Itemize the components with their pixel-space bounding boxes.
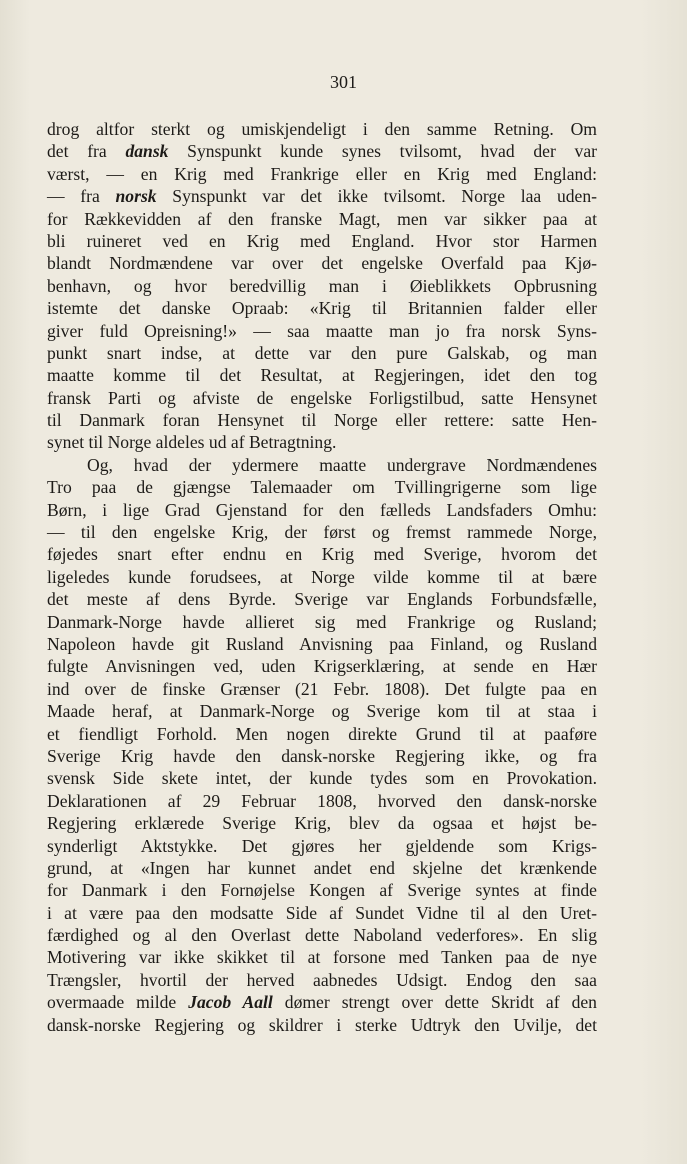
text-line [47, 902, 597, 924]
text-line [47, 476, 597, 498]
text-line [47, 118, 597, 140]
text-segment: — fra [47, 186, 116, 207]
text-segment: dansk-norske Regjering og skildrer i sterke Udtryk den Uvilje, det [47, 1014, 597, 1035]
text-line [47, 991, 597, 1013]
text-line [47, 633, 597, 655]
paragraph [47, 118, 597, 454]
text-line [47, 387, 597, 409]
text-line [47, 521, 597, 543]
text-line [47, 163, 597, 185]
text-line [47, 678, 597, 700]
text-segment: til Danmark foran Hensynet til Norge eller rettere: satte Hen- [47, 410, 597, 431]
text-line [47, 588, 597, 610]
emphasized-word: dansk [125, 141, 169, 162]
text-segment: maatte komme til det Resultat, at Regjeringen, idet den tog [47, 365, 597, 386]
text-line [47, 454, 597, 476]
text-segment: for Rækkevidden af den franske Magt, men var sikker paa at [47, 208, 597, 229]
text-segment: Sverige Krig havde den dansk-norske Regjering ikke, og fra [47, 745, 597, 766]
emphasized-word: norsk [115, 186, 157, 207]
text-segment: færdighed og al den Overlast dette Naboland vederfores». En slig [47, 925, 597, 946]
text-segment: et fiendligt Forhold. Men nogen direkte Grund til at paaføre [47, 723, 597, 744]
text-segment: Motivering var ikke skikket til at forsone med Tanken paa de nye [47, 947, 597, 968]
text-segment: Regjering erklærede Sverige Krig, blev da ogsaa et højst be- [47, 813, 597, 834]
text-segment: fulgte Anvisningen ved, uden Krigserklæring, at sende en Hær [47, 656, 597, 677]
text-segment: fransk Parti og afviste de engelske Forligstilbud, satte Hensynet [47, 387, 597, 408]
text-segment: Deklarationen af 29 Februar 1808, hvorved den dansk-norske [47, 790, 597, 811]
text-line [47, 700, 597, 722]
text-segment: Synspunkt kunde synes tvilsomt, hvad der var [168, 141, 597, 162]
text-segment: i at være paa den modsatte Side af Sundet Vidne til al den Uret- [47, 902, 597, 923]
text-line [47, 812, 597, 834]
text-segment: dømer strengt over dette Skridt af den [272, 992, 597, 1013]
text-line [47, 835, 597, 857]
text-segment: værst, — en Krig med Frankrige eller en Krig med England: [47, 163, 597, 184]
text-line [47, 857, 597, 879]
text-segment: punkt snart indse, at dette var den pure Galskab, og man [47, 342, 597, 363]
text-line [47, 431, 597, 453]
text-segment: Napoleon havde git Rusland Anvisning paa Finland, og Rusland [47, 633, 597, 654]
text-segment: overmaade milde [47, 992, 189, 1013]
text-line [47, 320, 597, 342]
text-line [47, 767, 597, 789]
emphasized-word: Jacob Aall [188, 992, 273, 1013]
text-line [47, 723, 597, 745]
text-segment: giver fuld Opreisning!» — saa maatte man jo fra norsk Syns- [47, 320, 597, 341]
text-segment: ind over de finske Grænser (21 Febr. 1808). Det fulgte paa en [47, 678, 597, 699]
text-line [47, 969, 597, 991]
text-segment: Maade heraf, at Danmark-Norge og Sverige kom til at staa i [47, 701, 597, 722]
text-segment: drog altfor sterkt og umiskjendeligt i den samme Retning. Om [47, 119, 597, 139]
text-line [47, 611, 597, 633]
text-segment: Trængsler, hvortil der herved aabnedes Udsigt. Endog den saa [47, 969, 597, 990]
text-line [47, 140, 597, 162]
text-line [47, 924, 597, 946]
text-segment: Og, hvad der ydermere maatte undergrave Nordmændenes [87, 454, 597, 475]
text-segment: grund, at «Ingen har kunnet andet end skjelne det krænkende [47, 857, 597, 878]
text-line [47, 409, 597, 431]
text-segment: svensk Side skete intet, der kunde tydes som en Provokation. [47, 768, 597, 789]
text-line [47, 342, 597, 364]
page-number: 301 [330, 72, 357, 92]
text-line [47, 655, 597, 677]
text-line [47, 297, 597, 319]
text-segment: — til den engelske Krig, der først og fremst rammede Norge, [47, 522, 597, 543]
text-segment: bli ruineret ved en Krig med England. Hvor stor Harmen [47, 230, 597, 251]
text-segment: for Danmark i den Fornøjelse Kongen af Sverige syntes at finde [47, 880, 597, 901]
text-line [47, 879, 597, 901]
text-line [47, 499, 597, 521]
text-line [47, 364, 597, 386]
body-text [47, 118, 597, 1036]
text-line [47, 1014, 597, 1036]
text-segment: synderligt Aktstykke. Det gjøres her gjeldende som Krigs- [47, 835, 597, 856]
text-line [47, 208, 597, 230]
text-segment: synet til Norge aldeles ud af Betragtning. [47, 432, 337, 453]
text-segment: benhavn, og hvor beredvillig man i Øieblikkets Opbrusning [47, 275, 597, 296]
paragraph [47, 454, 597, 1036]
text-line [47, 946, 597, 968]
text-segment: blandt Nordmændene var over det engelske Overfald paa Kjø- [47, 253, 597, 274]
text-segment: ligeledes kunde forudsees, at Norge vilde komme til at bære [47, 566, 597, 587]
text-line [47, 185, 597, 207]
text-segment: det meste af dens Byrde. Sverige var Englands Forbundsfælle, [47, 589, 597, 610]
text-segment: Tro paa de gjængse Talemaader om Tvillingrigerne som lige [47, 477, 597, 498]
text-line [47, 566, 597, 588]
text-line [47, 745, 597, 767]
text-line [47, 230, 597, 252]
text-segment: føjedes snart efter endnu en Krig med Sverige, hvorom det [47, 544, 597, 565]
text-line [47, 790, 597, 812]
text-line [47, 543, 597, 565]
text-line [47, 252, 597, 274]
text-segment: Synspunkt var det ikke tvilsomt. Norge laa uden- [156, 186, 597, 207]
text-segment: istemte det danske Opraab: «Krig til Britannien falder eller [47, 298, 597, 319]
text-segment: Børn, i lige Grad Gjenstand for den fælleds Landsfaders Omhu: [47, 499, 597, 520]
text-line [47, 275, 597, 297]
text-segment: det fra [47, 141, 126, 162]
text-segment: Danmark-Norge havde allieret sig med Frankrige og Rusland; [47, 611, 597, 632]
